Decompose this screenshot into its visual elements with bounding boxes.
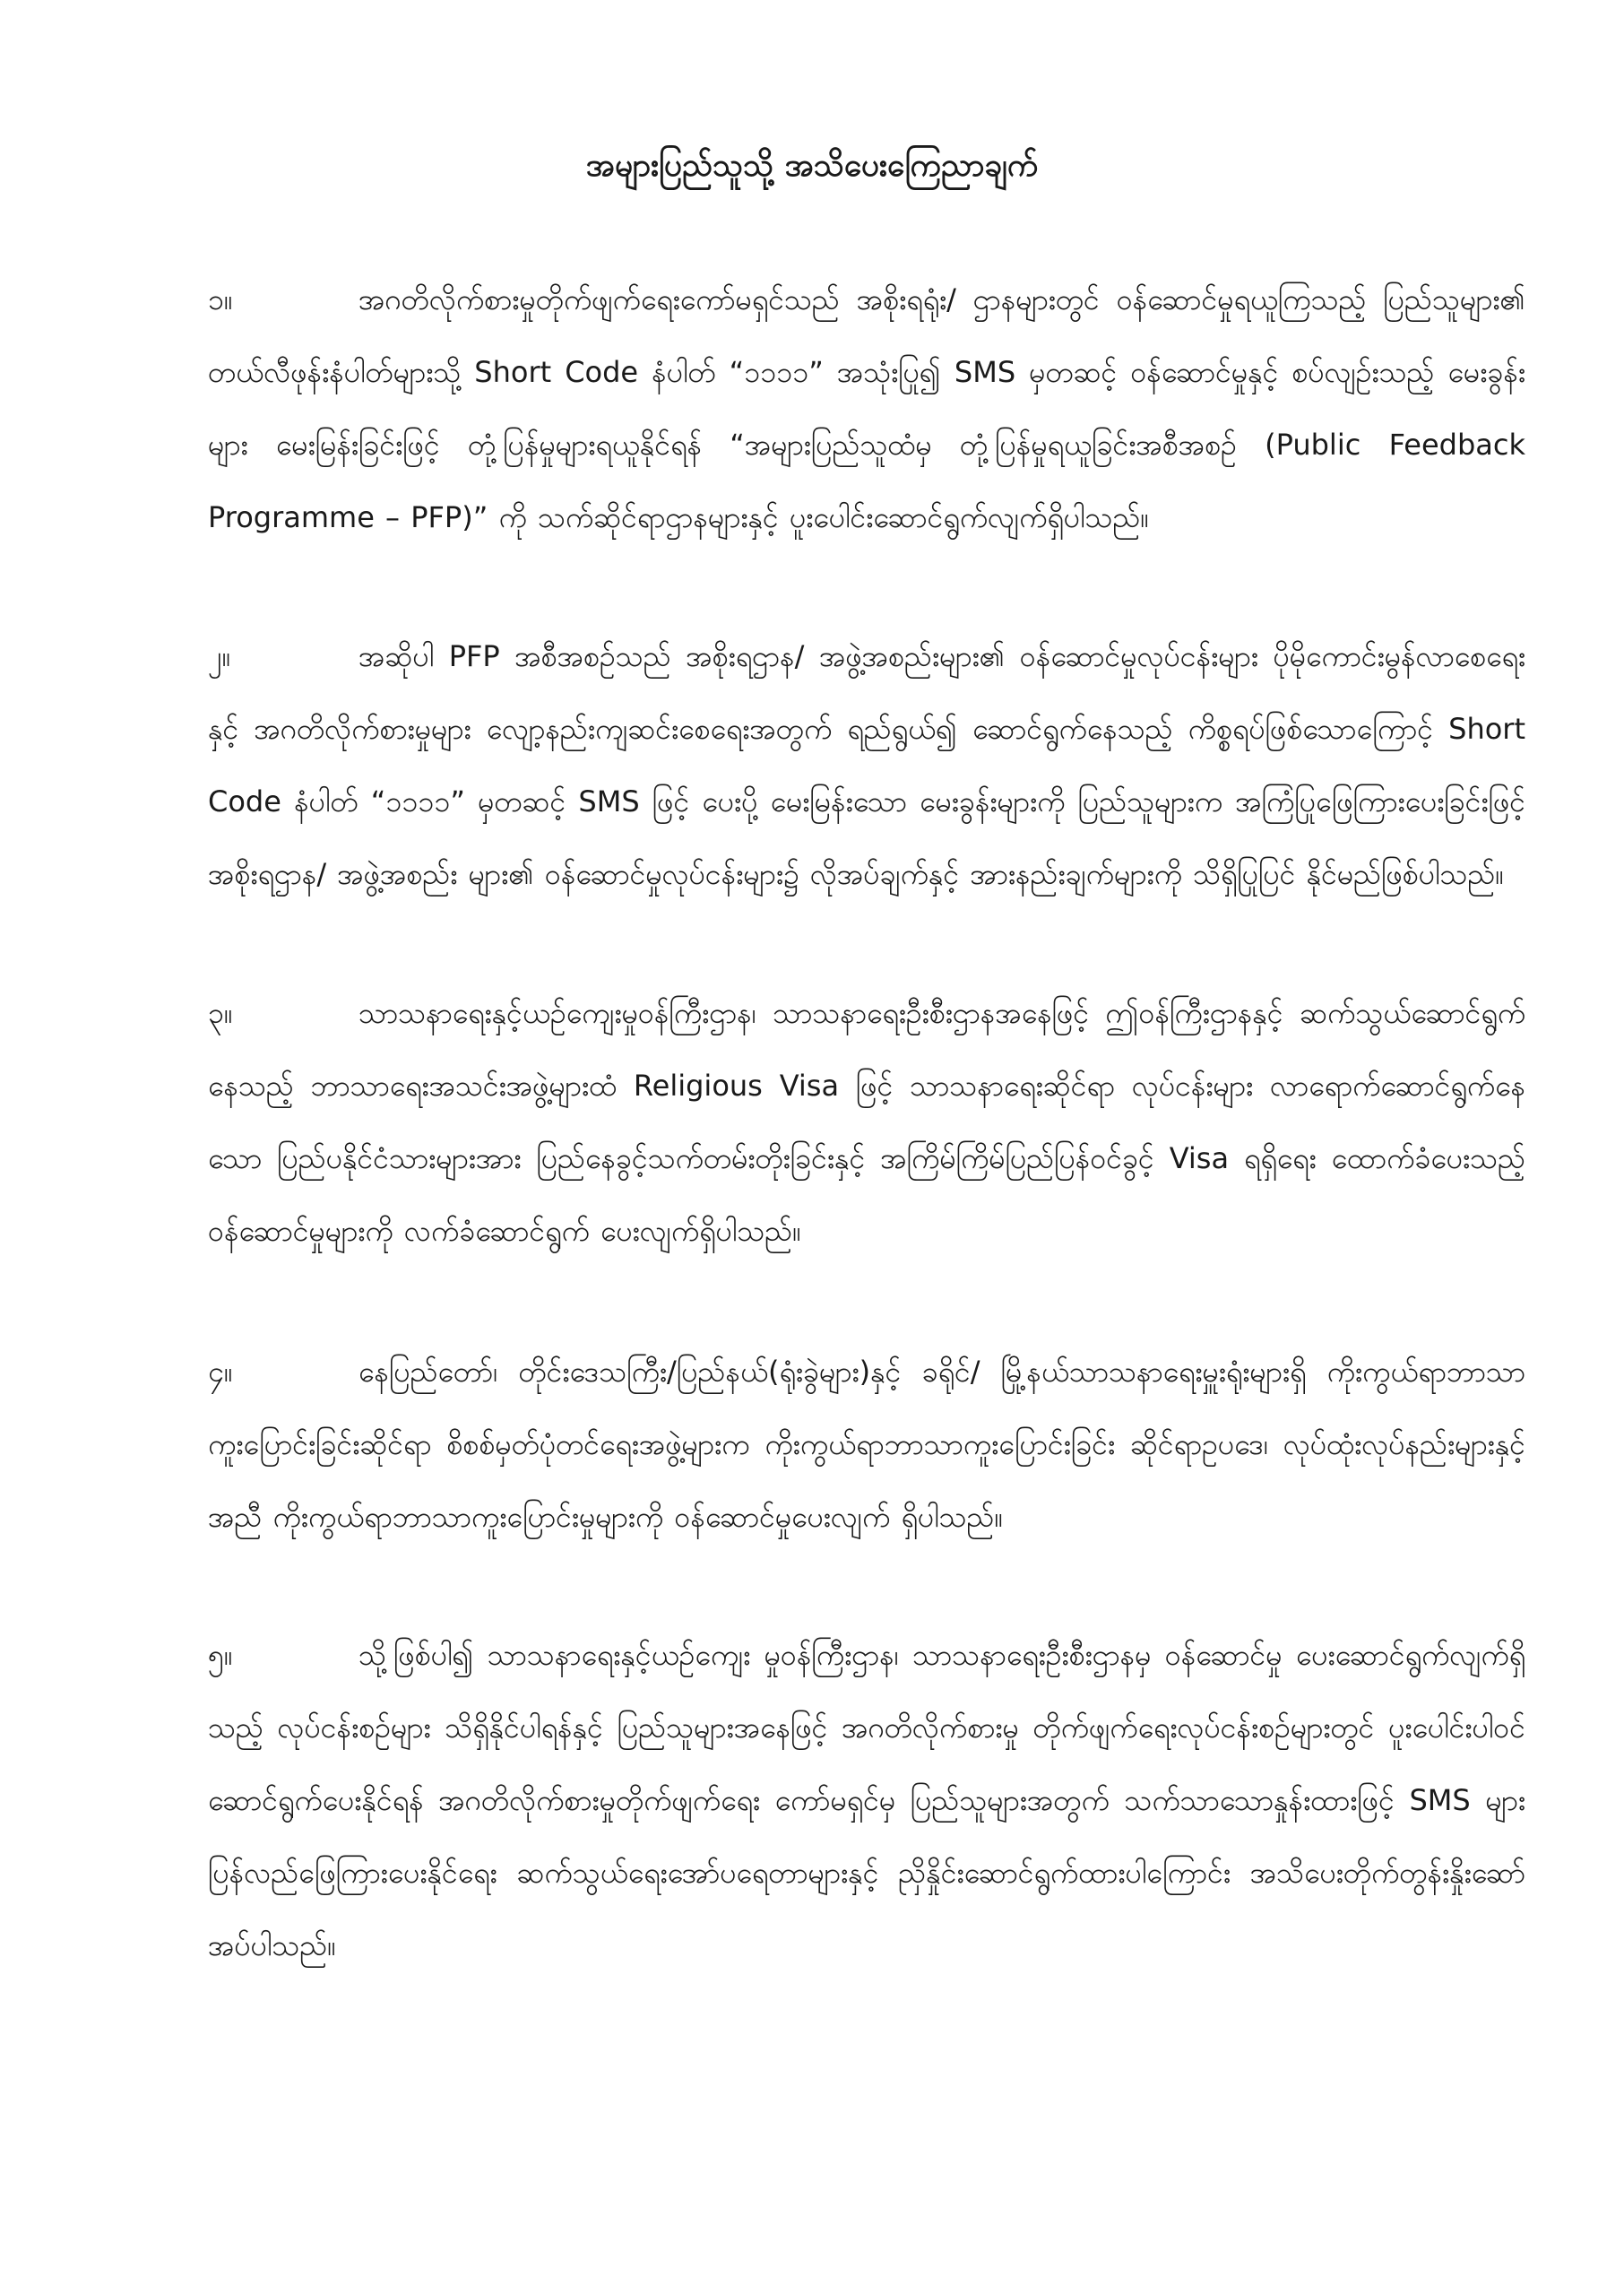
document-title: အများပြည်သူသို့ အသိပေးကြေညာချက်: [585, 148, 1039, 184]
paragraph-3: [208, 977, 1525, 1268]
paragraph-text: နေပြည်တော်၊ တိုင်းဒေသကြီး/ပြည်နယ်(ရုံးခွဲများ)နှင့် ခရိုင်/ မြို့နယ်သာသနာရေးမှူးရုံးများရှိ ကိုးကွယ်ရာဘာသာကူးပြောင်းခြင်းဆိုင်ရာ စိစစ်မှတ်ပုံတင်ရေးအဖွဲ့များက ကိုးကွယ်ရာဘာသာကူးပြောင်းခြင်း ဆိုင်ရာဥပဒေ၊ လုပ်ထုံးလုပ်နည်းများနှင့်အညီ ကိုးကွယ်ရာဘာသာကူးပြောင်းမှုများကို ဝန်ဆောင်မှုပေးလျက် ရှိပါသည်။: [208, 1355, 1525, 1534]
paragraph-5: [208, 1619, 1525, 1982]
paragraph-number: ၅။: [208, 1638, 233, 1672]
paragraph-number: ၄။: [208, 1355, 233, 1389]
paragraph-number: ၃။: [208, 996, 233, 1030]
paragraph-number: ၂။: [208, 639, 231, 673]
paragraph-4: [208, 1336, 1525, 1554]
paragraph-1: [208, 264, 1525, 554]
paragraph-text: အဆိုပါ PFP အစီအစဉ်သည် အစိုးရဌာန/ အဖွဲ့အစည်းများ၏ ဝန်ဆောင်မှုလုပ်ငန်းများ ပိုမိုကောင်းမွန်လာစေရေးနှင့် အဂတိလိုက်စားမှုများ လျော့နည်းကျဆင်းစေရေးအတွက် ရည်ရွယ်၍ ဆောင်ရွက်နေသည့် ကိစ္စရပ်ဖြစ်သောကြောင့် Short Code နံပါတ် “၁၁၁၁” မှတဆင့် SMS ဖြင့် ပေးပို့ မေးမြန်းသော မေးခွန်းများကို ပြည်သူများက အကြံပြုဖြေကြားပေးခြင်းဖြင့် အစိုးရဌာန/ အဖွဲ့အစည်း များ၏ ဝန်ဆောင်မှုလုပ်ငန်းများ၌ လိုအပ်ချက်နှင့် အားနည်းချက်များကို သိရှိပြုပြင် နိုင်မည်ဖြစ်ပါသည်။: [208, 639, 1525, 891]
paragraph-2: [208, 620, 1525, 911]
paragraph-text: သို့ဖြစ်ပါ၍ သာသနာရေးနှင့်ယဉ်ကျေး မှုဝန်ကြီးဌာန၊ သာသနာရေးဦးစီးဌာနမှ ဝန်ဆောင်မှု ပေးဆောင်ရွက်လျက်ရှိသည့် လုပ်ငန်းစဉ်များ သိရှိနိုင်ပါရန်နှင့် ပြည်သူများအနေဖြင့် အဂတိလိုက်စားမှု တိုက်ဖျက်ရေးလုပ်ငန်းစဉ်များတွင် ပူးပေါင်းပါဝင်ဆောင်ရွက်ပေးနိုင်ရန် အဂတိလိုက်စားမှုတိုက်ဖျက်ရေး ကော်မရှင်မှ ပြည်သူများအတွက် သက်သာသောနှုန်းထားဖြင့် SMS များ ပြန်လည်ဖြေကြားပေးနိုင်ရေး ဆက်သွယ်ရေးအော်ပရေတာများနှင့် ညှိနှိုင်းဆောင်ရွက်ထားပါကြောင်း အသိပေးတိုက်တွန်းနှိုးဆော် အပ်ပါသည်။: [208, 1638, 1525, 1962]
paragraph-number: ၁။: [208, 282, 233, 316]
paragraph-text: သာသနာရေးနှင့်ယဉ်ကျေးမှုဝန်ကြီးဌာန၊ သာသနာရေးဦးစီးဌာနအနေဖြင့် ဤဝန်ကြီးဌာနနှင့် ဆက်သွယ်ဆောင်ရွက်နေသည့် ဘာသာရေးအသင်းအဖွဲ့များထံ Religious Visa ဖြင့် သာသနာရေးဆိုင်ရာ လုပ်ငန်းများ လာရောက်ဆောင်ရွက်နေသော ပြည်ပနိုင်ငံသားများအား ပြည်နေခွင့်သက်တမ်းတိုးခြင်းနှင့် အကြိမ်ကြိမ်ပြည်ပြန်ဝင်ခွင့် Visa ရရှိရေး ထောက်ခံပေးသည့် ဝန်ဆောင်မှုများကို လက်ခံဆောင်ရွက် ပေးလျက်ရှိပါသည်။: [208, 996, 1525, 1248]
paragraph-text: အဂတိလိုက်စားမှုတိုက်ဖျက်ရေးကော်မရှင်သည် အစိုးရရုံး/ ဌာနများတွင် ဝန်ဆောင်မှုရယူကြသည့် ပြည်သူများ၏ တယ်လီဖုန်းနံပါတ်များသို့ Short Code နံပါတ် “၁၁၁၁” အသုံးပြု၍ SMS မှတဆင့် ဝန်ဆောင်မှုနှင့် စပ်လျဉ်းသည့် မေးခွန်းများ မေးမြန်းခြင်းဖြင့် တုံ့ပြန်မှုများရယူနိုင်ရန် “အများပြည်သူထံမှ တုံ့ပြန်မှုရယူခြင်းအစီအစဉ် (Public Feedback Programme – PFP)” ကို သက်ဆိုင်ရာဌာနများနှင့် ပူးပေါင်းဆောင်ရွက်လျက်ရှိပါသည်။: [208, 282, 1525, 534]
